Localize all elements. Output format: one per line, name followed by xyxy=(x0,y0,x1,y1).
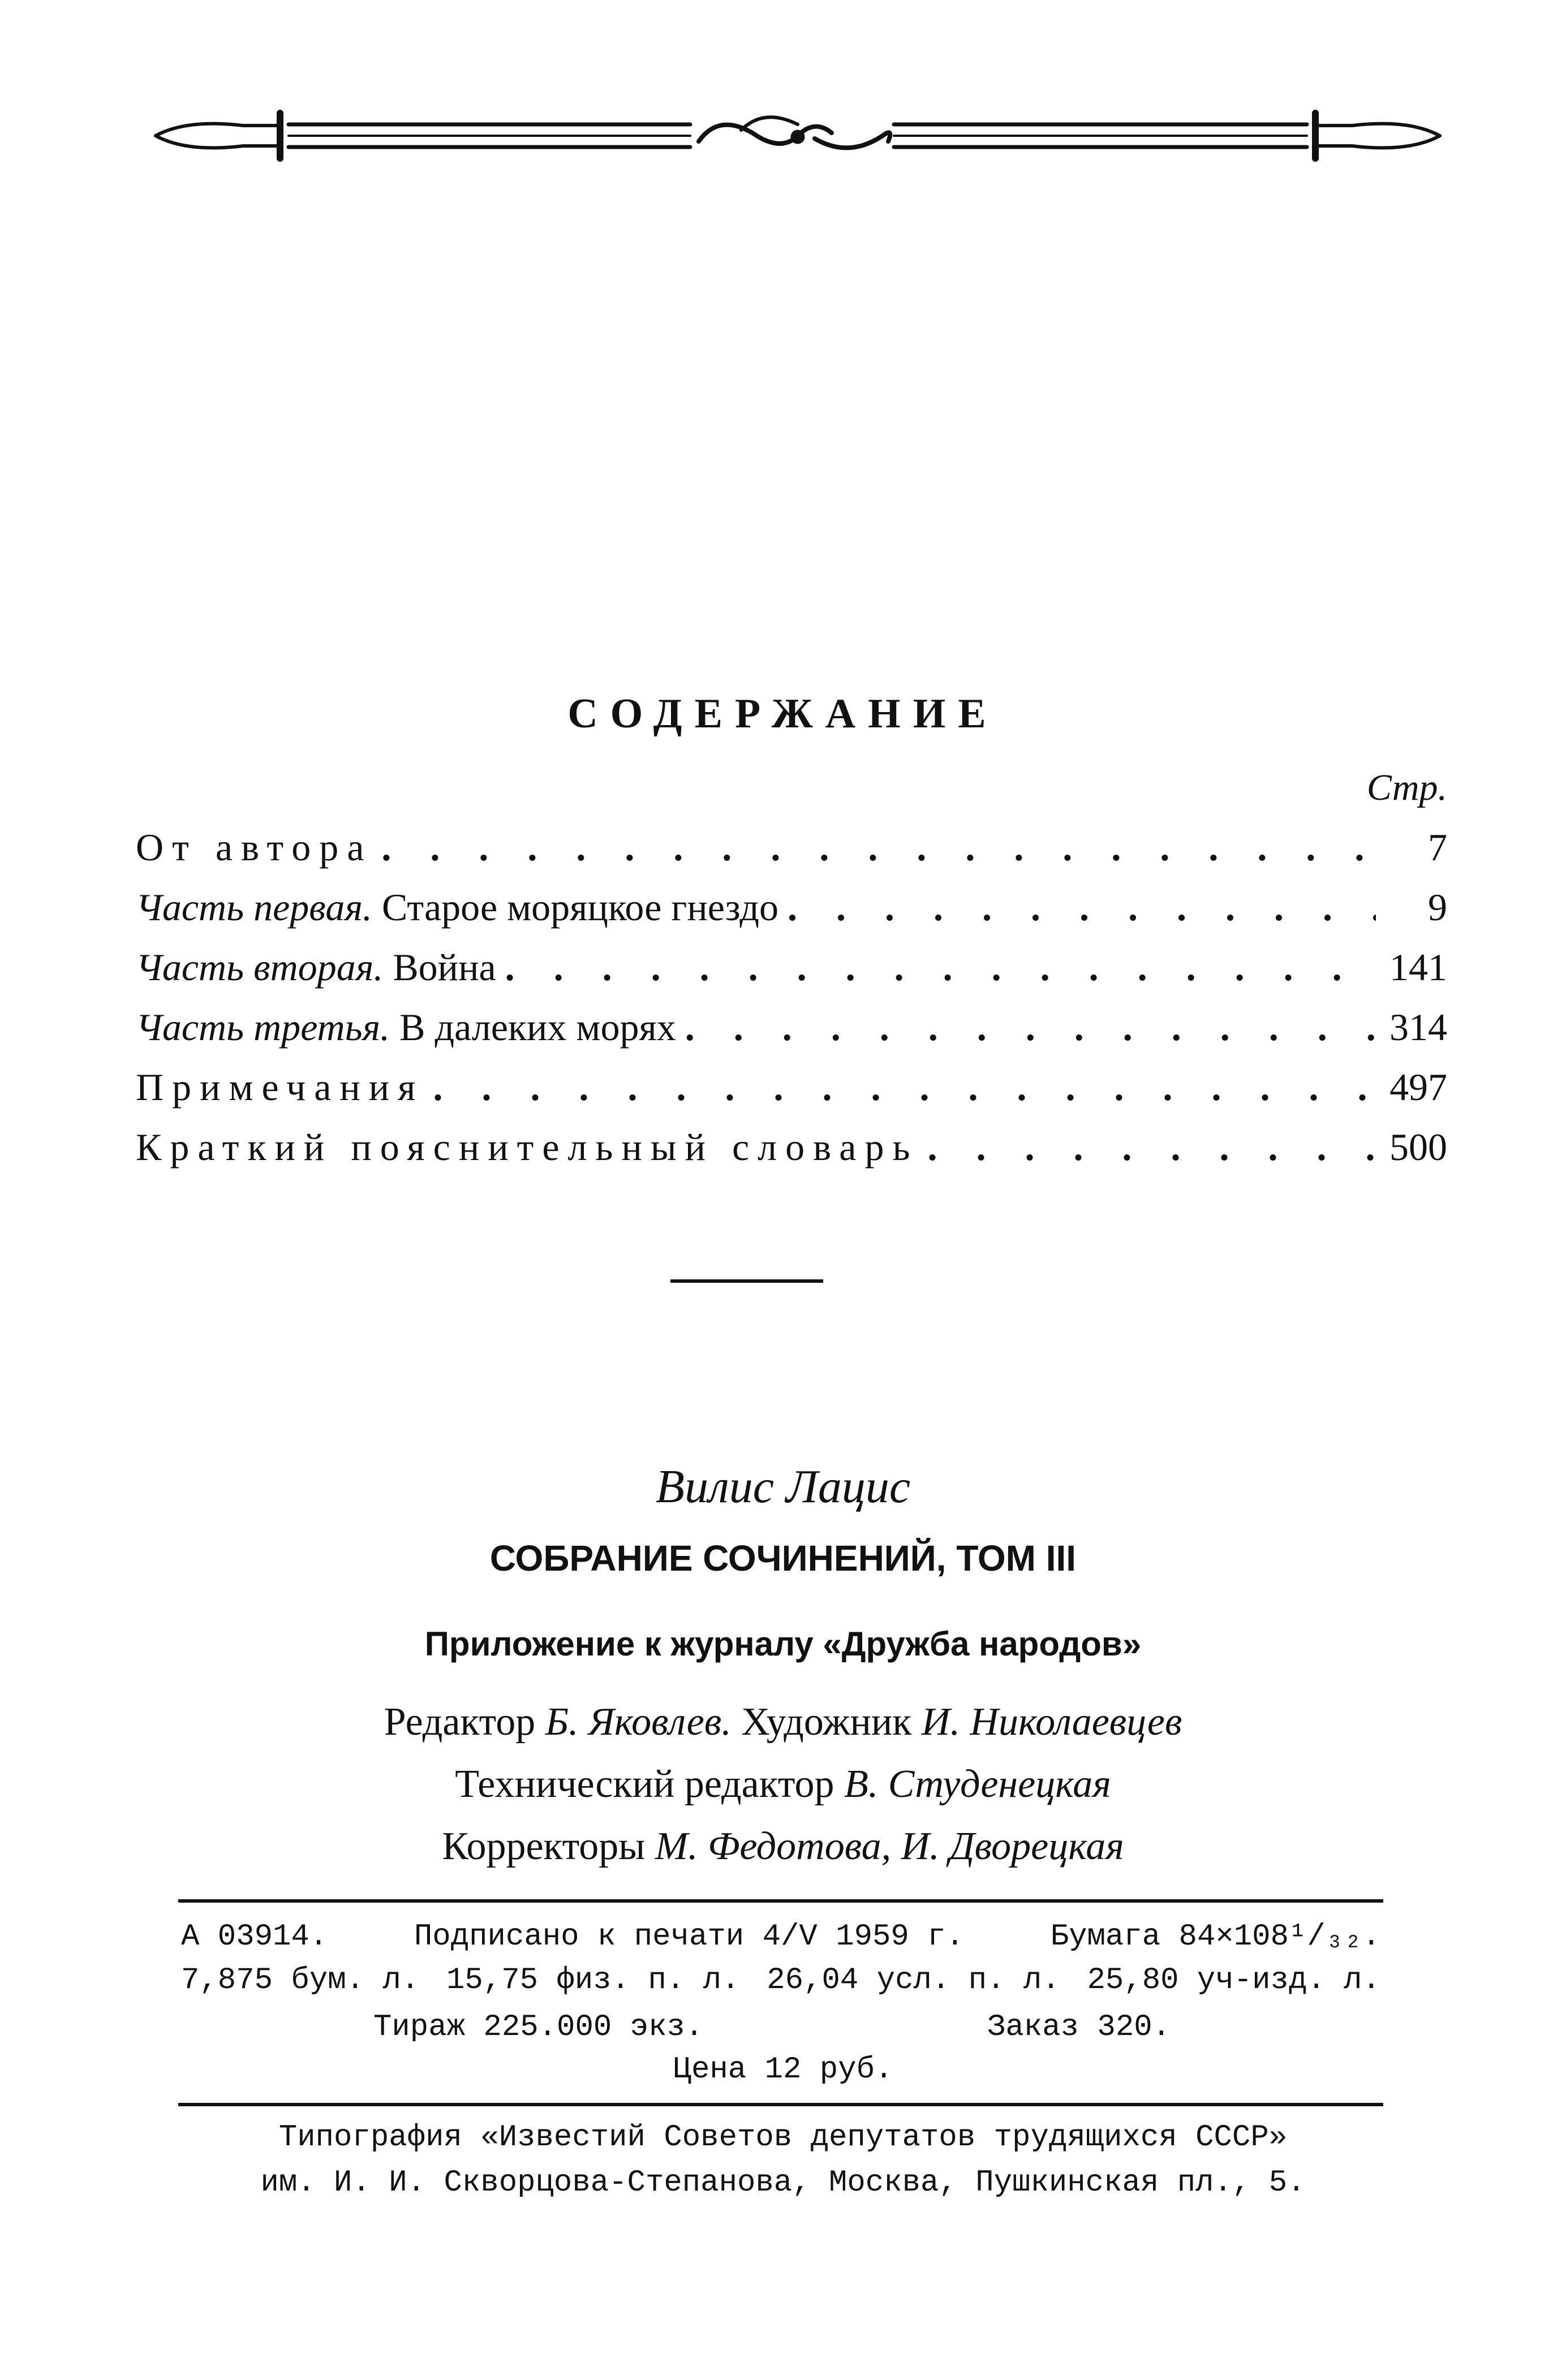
toc-entry-prefix: Часть вторая. xyxy=(136,946,384,989)
author-name: Вилис Лацис xyxy=(655,1460,911,1513)
dot-leader xyxy=(685,997,1376,1057)
toc-entry xyxy=(136,817,1447,877)
paper-format: Бумага 84×108¹/₃₂. xyxy=(1050,1920,1380,1954)
dot-leader xyxy=(433,1057,1376,1117)
toc-entry xyxy=(136,877,1447,937)
toc-entry-prefix: Часть первая. xyxy=(136,886,372,929)
toc-entry-page: 9 xyxy=(1428,886,1447,929)
toc-title: СОДЕРЖАНИЕ xyxy=(567,691,999,737)
toc-entry xyxy=(136,937,1447,997)
toc-entry-page: 314 xyxy=(1389,1006,1447,1049)
conventional-sheets: 26,04 усл. п. л. xyxy=(767,1963,1060,1998)
signed-to-print: Подписано к печати 4/V 1959 г. xyxy=(414,1920,965,1954)
section-divider xyxy=(670,1279,823,1283)
tech-editor-label: Технический редактор xyxy=(455,1762,834,1806)
imprint-line-1 xyxy=(181,1915,1380,1960)
toc-entry-label: Война xyxy=(393,946,496,989)
print-run: Тираж 225.000 экз. xyxy=(373,2010,704,2045)
artist-label: Художник xyxy=(741,1700,912,1744)
dot-leader xyxy=(505,937,1376,997)
credit-tech-editor xyxy=(0,1756,1566,1813)
publication-code: А 03914. xyxy=(181,1920,328,1954)
imprint-line-2 xyxy=(181,1958,1380,2003)
work-title: СОБРАНИЕ СОЧИНЕНИЙ, ТОМ III xyxy=(489,1538,1077,1579)
dot-leader xyxy=(927,1117,1376,1177)
toc-entry-label: В далеких морях xyxy=(399,1006,676,1049)
editor-label: Редактор xyxy=(384,1700,536,1744)
decorative-ornament xyxy=(153,102,1443,170)
printer-line-2: им. И. И. Скворцова-Степанова, Москва, Пушкинская пл., 5. xyxy=(260,2166,1306,2200)
printer-line-1: Типография «Известий Советов депутатов трудящихся СССР» xyxy=(278,2120,1288,2155)
toc-entry-page: 7 xyxy=(1428,826,1447,869)
toc-entry-label: Старое моряцкое гнездо xyxy=(381,886,778,929)
journal-appendix-note: Приложение к журналу «Дружба народов» xyxy=(424,1625,1142,1663)
credit-proofreaders xyxy=(0,1818,1566,1875)
credit-editor-artist xyxy=(0,1694,1566,1750)
dot-leader xyxy=(381,817,1376,877)
toc-entry-label: От автора xyxy=(136,826,373,869)
toc-entry-prefix: Часть третья. xyxy=(136,1006,390,1049)
proofreaders-names: М. Федотова, И. Дворецкая xyxy=(655,1825,1124,1868)
toc-entry xyxy=(136,1057,1447,1117)
dot-leader xyxy=(788,877,1376,937)
toc-entry-label: Примечания xyxy=(136,1066,424,1109)
paper-sheets: 7,875 бум. л. xyxy=(181,1963,420,1998)
physical-sheets: 15,75 физ. п. л. xyxy=(446,1963,740,1998)
toc-entry xyxy=(136,997,1447,1057)
toc-entry-page: 500 xyxy=(1389,1126,1447,1169)
toc-entry-label: Краткий пояснительный словарь xyxy=(136,1126,919,1169)
toc-entry-page: 141 xyxy=(1389,946,1447,989)
toc-entry xyxy=(136,1117,1447,1177)
publisher-sheets: 25,80 уч-изд. л. xyxy=(1087,1963,1380,1998)
toc-entry-page: 497 xyxy=(1389,1066,1447,1109)
imprint-top-rule xyxy=(178,1899,1383,1903)
order-number: Заказ 320. xyxy=(987,2010,1171,2045)
price: Цена 12 руб. xyxy=(673,2053,893,2087)
page-column-label: Стр. xyxy=(1366,767,1447,808)
proofreaders-label: Корректоры xyxy=(442,1825,646,1868)
artist-name: И. Николаевцев xyxy=(921,1700,1182,1744)
editor-name: Б. Яковлев. xyxy=(545,1700,732,1744)
table-of-contents xyxy=(136,817,1447,1177)
tech-editor-name: В. Студенецкая xyxy=(844,1762,1111,1806)
imprint-bottom-rule xyxy=(178,2103,1383,2106)
